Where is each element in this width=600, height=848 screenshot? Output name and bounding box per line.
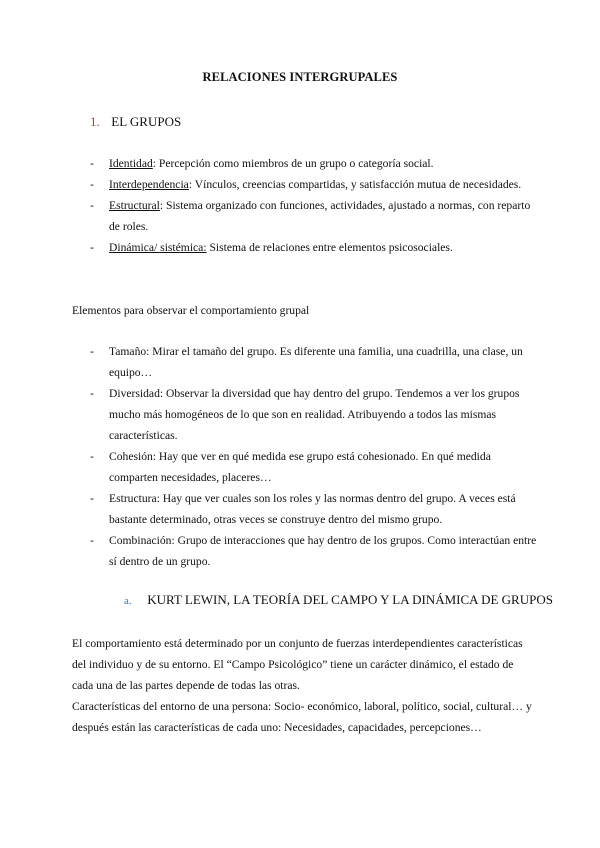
elements-list	[90, 341, 541, 572]
list-item	[90, 341, 541, 383]
bullet-dash: -	[90, 387, 94, 400]
definition-term: Interdependencia	[109, 178, 189, 191]
definition-text: Percepción como miembros de un grupo o categoría social.	[156, 157, 434, 170]
list-item	[90, 195, 541, 237]
list-item	[90, 488, 541, 530]
definition-term: Estructural	[109, 199, 160, 212]
definition-text: Sistema de relaciones entre elementos psicosociales.	[206, 241, 453, 254]
bullet-dash: -	[90, 534, 94, 547]
definition-text: Vínculos, creencias compartidas, y satisfacción mutua de necesidades.	[192, 178, 522, 191]
section-heading-text: EL GRUPOS	[111, 114, 182, 129]
elements-intro: Elementos para observar el comportamiento grupal	[72, 304, 310, 317]
body-paragraph: El comportamiento está determinado por un conjunto de fuerzas interdependientes características del individuo y de su entorno. El “Campo Psicológico” tiene un carácter dinámico, el estado de cada una de las partes depende de todas las otras.	[72, 637, 523, 692]
bullet-dash: -	[90, 178, 94, 191]
list-item	[90, 153, 541, 174]
definition-text: Sistema organizado con funciones, actividades, ajustado a normas, con reparto de roles.	[109, 199, 531, 233]
subsection-letter: a.	[124, 595, 132, 607]
bullet-dash: -	[90, 450, 94, 463]
element-text: Diversidad: Observar la diversidad que hay dentro del grupo. Tendemos a ver los grupos mucho más homogéneos de lo que son en realidad. Atribuyendo a todos las mismas características.	[109, 387, 520, 442]
bullet-dash: -	[90, 157, 94, 170]
element-text: Cohesión: Hay que ver en qué medida ese grupo está cohesionado. En qué medida comparten necesidades, placeres…	[109, 450, 491, 484]
definition-term: Dinámica/ sistémica:	[109, 241, 207, 254]
subsection-heading-a	[124, 592, 553, 608]
definitions-list	[90, 153, 541, 258]
definition-sep: :	[152, 157, 157, 170]
list-item	[90, 174, 541, 195]
body-paragraph: Características del entorno de una persona: Socio- económico, laboral, político, social, cultural… y después están las características de cada uno: Necesidades, capacidades, percepciones…	[72, 700, 532, 734]
section-heading-1	[90, 114, 181, 130]
element-text: Estructura: Hay que ver cuales son los roles y las normas dentro del grupo. A veces está bastante determinado, otras veces se construye dentro del mismo grupo.	[109, 492, 516, 526]
document-title: RELACIONES INTERGRUPALES	[202, 70, 398, 84]
list-item	[90, 383, 541, 446]
element-text: Combinación: Grupo de interacciones que hay dentro de los grupos. Como interactúan entre sí dentro de un grupo.	[109, 534, 537, 568]
bullet-dash: -	[90, 199, 94, 212]
bullet-dash: -	[90, 241, 94, 254]
list-item	[90, 446, 541, 488]
section-number: 1.	[90, 114, 100, 129]
list-item	[90, 237, 541, 258]
subsection-heading-text: KURT LEWIN, LA TEORÍA DEL CAMPO Y LA DINÁMICA DE GRUPOS	[147, 592, 553, 607]
bullet-dash: -	[90, 345, 94, 358]
definition-sep: :	[159, 199, 164, 212]
definition-term: Identidad	[109, 157, 153, 170]
definition-sep: :	[188, 178, 193, 191]
bullet-dash: -	[90, 492, 94, 505]
element-text: Tamaño: Mirar el tamaño del grupo. Es diferente una familia, una cuadrilla, una clase, un equipo…	[109, 345, 523, 379]
list-item	[90, 530, 541, 572]
